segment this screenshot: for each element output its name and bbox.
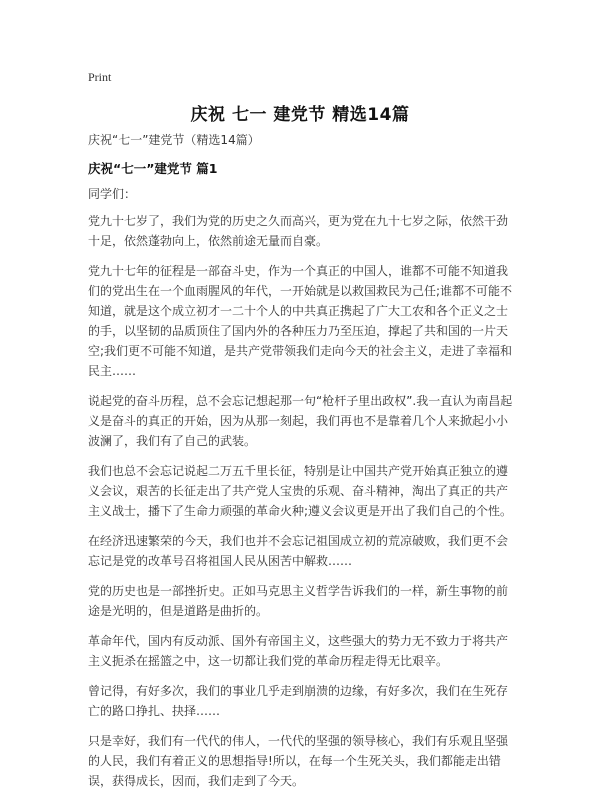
paragraph: 在经济迅速繁荣的今天，我们也并不会忘记祖国成立初的荒凉破败，我们更不会忘记是党的改革号召将祖国人民从困苦中解救…… <box>88 534 509 568</box>
paragraph: 党的历史也是一部挫折史。正如马克思主义哲学告诉我们的一样，新生事物的前途是光明的，但是道路是曲折的。 <box>88 584 509 618</box>
document-subtitle: 庆祝“七一”建党节（精选14篇） <box>88 133 260 147</box>
paragraph: 曾记得，有好多次，我们的事业几乎走到崩溃的边缘，有好多次，我们在生死存亡的路口挣扎、抉择…… <box>88 684 509 718</box>
document-title: 庆祝 七一 建党节 精选14篇 <box>190 105 410 125</box>
paragraph: 革命年代，国内有反动派、国外有帝国主义，这些强大的势力无不致力于将共产主义扼杀在摇篮之中，这一切都让我们党的革命历程走得无比艰辛。 <box>88 634 509 668</box>
greeting: 同学们： <box>88 187 137 201</box>
print-link[interactable]: Print <box>88 70 112 84</box>
paragraph: 我们也总不会忘记说起二万五千里长征，特别是让中国共产党开始真正独立的遵义会议，艰苦的长征走出了共产党人宝贵的乐观、奋斗精神，淘出了真正的共产主义战士，播下了生命力顽强的革命火种;遵义会议更是开出了我们自己的个性。 <box>88 464 513 518</box>
paragraph: 只是幸好，我们有一代代的伟人，一代代的坚强的领导核心，我们有乐观且坚强的人民，我们有着正义的思想指导!所以，在每一个生死关头，我们都能走出错误，获得成长，因而，我们走到了今天。 <box>88 734 509 788</box>
paragraph: 党九十七岁了，我们为党的历史之久而高兴，更为党在九十七岁之际，依然干劲十足，依然蓬勃向上，依然前途无量而自豪。 <box>88 214 509 248</box>
section-heading: 庆祝“七一”建党节 篇1 <box>88 161 218 176</box>
document-body <box>88 184 516 801</box>
paragraph: 说起党的奋斗历程，总不会忘记想起那一句“枪杆子里出政权”.我一直认为南昌起义是奋斗的真正的开始，因为从那一刻起，我们再也不是靠着几个人来掀起小小波澜了，我们有了自己的武装。 <box>88 394 513 448</box>
paragraph: 党九十七年的征程是一部奋斗史，作为一个真正的中国人，谁都不可能不知道我们的党出生在一个血雨腥风的年代，一开始就是以救国救民为己任;谁都不可能不知道，就是这个成立初才一二十个人的中共真正携起了广大工农和各个正义之士的手，以坚韧的品质顶住了国内外的各种压力乃至压迫，撑起了共和国的一片天空;我们更不可能不知道，是共产党带领我们走向今天的社会主义，走进了幸福和民主…… <box>88 264 513 378</box>
